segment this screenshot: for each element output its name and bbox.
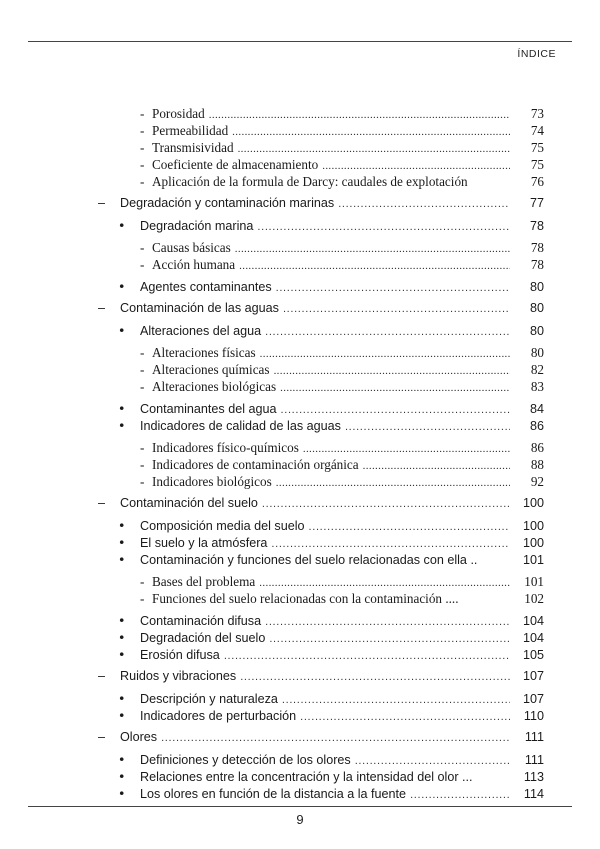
bullet-marker: • xyxy=(118,769,126,784)
toc-entry[interactable] xyxy=(118,708,544,725)
toc-entry-page: 78 xyxy=(530,257,544,272)
toc-entry-title: Contaminación difusa xyxy=(140,614,262,628)
toc-entry-title: Degradación marina xyxy=(140,219,254,233)
toc-entry-title: Alteraciones químicas xyxy=(152,362,270,377)
toc-entry-page: 82 xyxy=(530,362,544,377)
dot-leader xyxy=(235,243,510,255)
toc-entry[interactable] xyxy=(118,323,544,340)
toc-entry[interactable] xyxy=(98,669,544,686)
toc-entry-page: 73 xyxy=(530,106,544,121)
toc-entry-title: Ruidos y vibraciones xyxy=(120,669,237,683)
toc-entry[interactable] xyxy=(140,257,544,274)
dot-leader xyxy=(269,633,510,645)
bullet-marker: • xyxy=(118,613,126,628)
dash-marker: - xyxy=(140,345,145,360)
bullet-marker: • xyxy=(118,535,126,550)
toc-entry-page: 111 xyxy=(524,730,544,744)
toc-entry[interactable] xyxy=(140,174,544,191)
toc-entry-page: 83 xyxy=(530,379,544,394)
dot-leader xyxy=(257,221,510,233)
bullet-marker: • xyxy=(118,552,126,567)
toc-entry-title: Acción humana xyxy=(152,257,236,272)
toc-entry-title: Contaminación y funciones del suelo relacionadas con ella .. xyxy=(140,553,478,567)
toc-entry[interactable] xyxy=(98,730,544,747)
dash-marker: - xyxy=(140,257,145,272)
dot-leader xyxy=(224,650,510,662)
toc-entry-title: Contaminación del suelo xyxy=(120,496,258,510)
toc-entry-page: 78 xyxy=(529,219,544,233)
toc-entry-title: Aplicación de la formula de Darcy: caudales de explotación xyxy=(152,174,468,189)
toc-entry-title: Transmisividad xyxy=(152,140,234,155)
bullet-marker: • xyxy=(118,691,126,706)
dash-marker: - xyxy=(140,362,145,377)
toc-entry-page: 74 xyxy=(530,123,544,138)
toc-entry[interactable] xyxy=(140,140,544,157)
toc-entry[interactable] xyxy=(140,574,544,591)
dash-marker: - xyxy=(140,457,145,472)
toc-entry-title: Indicadores físico-químicos xyxy=(152,440,299,455)
toc-entry-title: Alteraciones físicas xyxy=(152,345,256,360)
toc-entry-page: 88 xyxy=(530,457,544,472)
toc-entry-title: Alteraciones biológicas xyxy=(152,379,277,394)
toc-entry-page: 80 xyxy=(529,324,544,338)
page-number: 9 xyxy=(296,812,304,827)
dot-leader xyxy=(345,421,510,433)
dot-leader xyxy=(309,521,510,533)
toc-entry-page: 100 xyxy=(522,519,544,533)
toc-entry-title: Contaminantes del agua xyxy=(140,402,277,416)
dot-leader xyxy=(276,477,510,489)
toc-entry[interactable] xyxy=(140,591,544,608)
toc-entry-page: 86 xyxy=(529,419,544,433)
toc-entry-page: 111 xyxy=(524,753,544,767)
toc-entry[interactable] xyxy=(118,786,544,803)
toc-entry-title: Alteraciones del agua xyxy=(140,324,262,338)
toc-entry[interactable] xyxy=(140,379,544,396)
toc-entry[interactable] xyxy=(118,613,544,630)
toc-entry-page: 113 xyxy=(523,770,544,784)
toc-entry-page: 102 xyxy=(524,591,544,606)
toc-entry-title: Erosión difusa xyxy=(140,648,220,662)
toc-entry-page: 104 xyxy=(522,631,544,645)
bullet-marker: • xyxy=(118,752,126,767)
toc-entry[interactable] xyxy=(98,301,544,318)
bullet-marker: • xyxy=(118,323,126,338)
dash-marker: - xyxy=(140,123,145,138)
dash-marker: – xyxy=(98,301,106,315)
dot-leader xyxy=(410,789,510,801)
dash-marker: - xyxy=(140,157,145,172)
toc-entry-page: 105 xyxy=(522,648,544,662)
toc-entry-page: 76 xyxy=(530,174,544,189)
dot-leader xyxy=(240,671,510,683)
dot-leader xyxy=(274,365,510,377)
dot-leader xyxy=(259,577,510,589)
toc-entry[interactable] xyxy=(140,474,544,491)
toc-entry-title: Descripción y naturaleza xyxy=(140,692,278,706)
toc-entry-page: 107 xyxy=(522,692,544,706)
toc-entry[interactable] xyxy=(118,518,544,535)
toc-entry-title: Indicadores de perturbación xyxy=(140,709,297,723)
bullet-marker: • xyxy=(118,786,126,801)
toc-entry-title: Contaminación de las aguas xyxy=(120,301,279,315)
dot-leader xyxy=(363,460,510,472)
toc-entry-page: 101 xyxy=(524,574,544,589)
toc-entry-page: 104 xyxy=(522,614,544,628)
toc-entry-page: 84 xyxy=(529,402,544,416)
dot-leader xyxy=(281,404,510,416)
dot-leader xyxy=(265,326,510,338)
dash-marker: - xyxy=(140,240,145,255)
toc-entry-title: Agentes contaminantes xyxy=(140,280,272,294)
toc-entry-title: Porosidad xyxy=(152,106,205,121)
toc-entry-page: 80 xyxy=(529,280,544,294)
dash-marker: - xyxy=(140,440,145,455)
bullet-marker: • xyxy=(118,418,126,433)
toc-entry-title: Olores xyxy=(120,730,158,744)
dash-marker: - xyxy=(140,574,145,589)
toc-entry[interactable] xyxy=(118,279,544,296)
toc-entry-title: Funciones del suelo relacionadas con la contaminación .... xyxy=(152,591,459,606)
bullet-marker: • xyxy=(118,708,126,723)
toc-entry-title: El suelo y la atmósfera xyxy=(140,536,268,550)
dot-leader xyxy=(355,755,510,767)
toc-entry-page: 100 xyxy=(522,536,544,550)
toc-entry-title: Relaciones entre la concentración y la intensidad del olor ... xyxy=(140,770,473,784)
toc-entry-page: 107 xyxy=(522,669,544,683)
toc-entry[interactable] xyxy=(140,345,544,362)
toc-entry[interactable] xyxy=(118,752,544,769)
toc-entry-title: Los olores en función de la distancia a la fuente xyxy=(140,787,407,801)
toc-entry-page: 78 xyxy=(530,240,544,255)
dot-leader xyxy=(161,732,510,744)
toc-entry-page: 110 xyxy=(523,709,544,723)
dash-marker: – xyxy=(98,196,106,210)
dot-leader xyxy=(276,282,510,294)
footer-rule xyxy=(28,806,572,807)
toc-entry[interactable] xyxy=(140,106,544,123)
toc-entry-title: Degradación del suelo xyxy=(140,631,266,645)
toc-entry-title: Coeficiente de almacenamiento xyxy=(152,157,319,172)
toc-entry-title: Definiciones y detección de los olores xyxy=(140,753,351,767)
running-header: ÍNDICE xyxy=(517,48,556,60)
toc-entry[interactable] xyxy=(98,496,544,513)
dash-marker: - xyxy=(140,140,145,155)
header-rule xyxy=(28,41,572,42)
toc-entry[interactable] xyxy=(118,418,544,435)
dot-leader xyxy=(238,143,510,155)
toc-entry[interactable] xyxy=(140,440,544,457)
dot-leader xyxy=(322,160,510,172)
dash-marker: - xyxy=(140,106,145,121)
dot-leader xyxy=(265,616,510,628)
bullet-marker: • xyxy=(118,518,126,533)
toc-entry-page: 80 xyxy=(530,345,544,360)
toc-entry-page: 101 xyxy=(522,553,544,567)
toc-entry-page: 86 xyxy=(530,440,544,455)
toc-entry-page: 92 xyxy=(530,474,544,489)
toc-entry[interactable] xyxy=(118,552,544,569)
toc-entry-title: Degradación y contaminación marinas xyxy=(120,196,335,210)
dash-marker: - xyxy=(140,474,145,489)
toc-entry[interactable] xyxy=(140,362,544,379)
toc-entry-page: 77 xyxy=(529,196,544,210)
toc-entry[interactable] xyxy=(118,535,544,552)
dot-leader xyxy=(300,711,510,723)
dash-marker: - xyxy=(140,591,145,606)
bullet-marker: • xyxy=(118,630,126,645)
bullet-marker: • xyxy=(118,279,126,294)
dot-leader xyxy=(232,126,510,138)
dot-leader xyxy=(283,303,510,315)
bullet-marker: • xyxy=(118,401,126,416)
toc-entry-title: Permeabilidad xyxy=(152,123,229,138)
dash-marker: - xyxy=(140,379,145,394)
toc-entry-page: 75 xyxy=(530,157,544,172)
toc-entry-page: 100 xyxy=(522,496,544,510)
toc-entry-title: Composición media del suelo xyxy=(140,519,305,533)
bullet-marker: • xyxy=(118,647,126,662)
dot-leader xyxy=(303,443,510,455)
dash-marker: – xyxy=(98,496,106,510)
dot-leader xyxy=(209,109,510,121)
toc-entry-page: 80 xyxy=(529,301,544,315)
toc-entry[interactable] xyxy=(140,123,544,140)
toc-entry-title: Indicadores de contaminación orgánica xyxy=(152,457,359,472)
toc-entry[interactable] xyxy=(118,218,544,235)
toc-entry-title: Indicadores biológicos xyxy=(152,474,272,489)
toc-entry[interactable] xyxy=(140,240,544,257)
toc-entry[interactable] xyxy=(140,157,544,174)
toc-entry[interactable] xyxy=(118,630,544,647)
toc-entry-page: 114 xyxy=(523,787,544,801)
bullet-marker: • xyxy=(118,218,126,233)
dot-leader xyxy=(271,538,510,550)
toc-entry[interactable] xyxy=(98,196,544,213)
toc-entry-title: Causas básicas xyxy=(152,240,231,255)
toc-entry[interactable] xyxy=(118,691,544,708)
dash-marker: – xyxy=(98,730,106,744)
toc-entry-title: Indicadores de calidad de las aguas xyxy=(140,419,341,433)
toc-entry[interactable] xyxy=(118,401,544,418)
toc-entry[interactable] xyxy=(118,647,544,664)
dot-leader xyxy=(280,382,510,394)
toc-entry-title: Bases del problema xyxy=(152,574,256,589)
toc-entry[interactable] xyxy=(118,769,544,786)
dot-leader xyxy=(260,348,510,360)
dot-leader xyxy=(262,498,510,510)
dot-leader xyxy=(239,260,510,272)
toc-entry[interactable] xyxy=(140,457,544,474)
dot-leader xyxy=(282,694,510,706)
toc-entry-page: 75 xyxy=(530,140,544,155)
dash-marker: - xyxy=(140,174,145,189)
dash-marker: – xyxy=(98,669,106,683)
dot-leader xyxy=(338,198,510,210)
